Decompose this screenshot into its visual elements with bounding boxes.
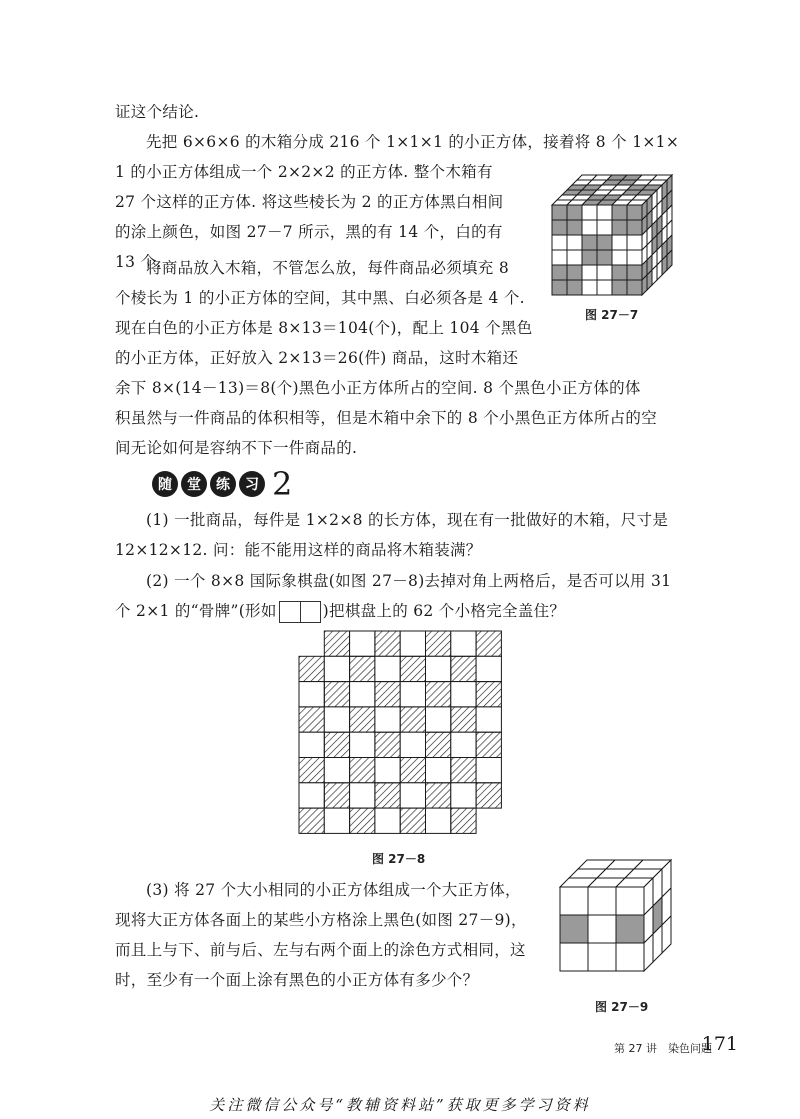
- front-cell: [567, 205, 582, 220]
- board-square: [400, 631, 425, 656]
- board-square: [451, 682, 476, 707]
- front-cell: [567, 280, 582, 295]
- front-cell: [582, 235, 597, 250]
- front-cell: [627, 235, 642, 250]
- board-square: [350, 758, 375, 783]
- board-square: [426, 682, 451, 707]
- board-square: [324, 631, 349, 656]
- board-square: [324, 682, 349, 707]
- board-square: [299, 808, 324, 833]
- front-cell: [612, 250, 627, 265]
- front-cell: [552, 280, 567, 295]
- front-cell: [627, 220, 642, 235]
- front-cell: [567, 250, 582, 265]
- text-line: 将商品放入木箱，不管怎么放，每件商品必须填充 8: [146, 259, 509, 277]
- front-cell: [567, 220, 582, 235]
- board-square: [299, 682, 324, 707]
- front-cell: [552, 205, 567, 220]
- board-square: [400, 808, 425, 833]
- text-line: 的涂上颜色，如图 27－7 所示，黑的有 14 个，白的有: [115, 223, 503, 241]
- board-square: [324, 808, 349, 833]
- front-cell: [612, 220, 627, 235]
- figure-27-7-caption: 图 27－7: [585, 308, 639, 322]
- board-square: [299, 758, 324, 783]
- board-square: [400, 682, 425, 707]
- board-square: [375, 707, 400, 732]
- board-square: [299, 656, 324, 681]
- board-square: [476, 758, 501, 783]
- front-cell: [616, 915, 644, 943]
- front-cell: [597, 280, 612, 295]
- board-square: [350, 631, 375, 656]
- front-cell: [612, 205, 627, 220]
- board-square: [350, 656, 375, 681]
- front-cell: [616, 943, 644, 971]
- figure-27-7-cube: [548, 165, 678, 300]
- front-cell: [627, 205, 642, 220]
- text-line: 个棱长为 1 的小正方体的空间，其中黑、白必须各是 4 个.: [115, 289, 525, 307]
- text-line: 现在白色的小正方体是 8×13＝104(个)，配上 104 个黑色: [115, 319, 533, 337]
- board-square: [426, 758, 451, 783]
- board-square: [400, 707, 425, 732]
- front-cell: [616, 887, 644, 915]
- chessboard-grid: [299, 631, 501, 833]
- front-cell: [588, 915, 616, 943]
- board-square: [426, 656, 451, 681]
- front-cell: [552, 235, 567, 250]
- board-square: [299, 707, 324, 732]
- front-cell: [560, 887, 588, 915]
- board-square: [299, 732, 324, 757]
- text-line: 余下 8×(14－13)＝8(个)黑色小正方体所占的空间. 8 个黑色小正方体的体: [115, 379, 641, 397]
- front-cell: [627, 265, 642, 280]
- text-line: [115, 596, 671, 626]
- front-cell: [597, 250, 612, 265]
- figure-27-8-caption: 图 27－8: [372, 852, 426, 866]
- board-square: [451, 808, 476, 833]
- front-cell: [567, 265, 582, 280]
- exercise-title-char: 随: [152, 471, 178, 497]
- text-segment: 个 2×1 的“骨牌”(形如: [115, 602, 277, 620]
- board-square: [350, 682, 375, 707]
- board-square: [400, 758, 425, 783]
- text-line: 间无论如何是容纳不下一件商品的.: [115, 439, 358, 457]
- text-line: 12×12×12. 问：能不能用这样的商品将木箱装满？: [115, 541, 482, 559]
- paragraph-conclusion: [115, 97, 199, 127]
- board-square: [451, 707, 476, 732]
- domino-shape: [279, 601, 321, 623]
- front-cell: [588, 943, 616, 971]
- footer-notice: 关注微信公众号“教辅资料站”获取更多学习资料: [209, 1096, 591, 1114]
- front-cell: [597, 205, 612, 220]
- board-square: [324, 707, 349, 732]
- figure-27-9-caption: 图 27－9: [595, 1000, 649, 1014]
- front-cell: [560, 915, 588, 943]
- board-square: [400, 732, 425, 757]
- figure-27-8-chessboard: [298, 630, 503, 835]
- board-square: [451, 758, 476, 783]
- chapter-label: 第 27 讲 染色问题: [614, 1042, 712, 1055]
- board-square: [426, 732, 451, 757]
- text-line: (2) 一个 8×8 国际象棋盘(如图 27－8)去掉对角上两格后，是否可以用 31: [146, 572, 672, 590]
- exercise-number: 2: [272, 465, 293, 503]
- question-3: [115, 875, 527, 995]
- text-line: 证这个结论.: [115, 103, 200, 121]
- board-square: [375, 631, 400, 656]
- board-square: [375, 656, 400, 681]
- exercise-title-char: 习: [239, 471, 265, 497]
- question-2: [115, 566, 671, 626]
- board-square: [375, 808, 400, 833]
- front-cell: [582, 205, 597, 220]
- board-square: [324, 758, 349, 783]
- board-square: [375, 758, 400, 783]
- board-square: [375, 682, 400, 707]
- board-square: [350, 783, 375, 808]
- board-square: [451, 631, 476, 656]
- board-square: [451, 783, 476, 808]
- board-square: [299, 783, 324, 808]
- board-square: [350, 707, 375, 732]
- exercise-header: [152, 464, 292, 504]
- text-line: 时，至少有一个面上涂有黑色的小正方体有多少个？: [115, 971, 479, 989]
- board-square: [476, 707, 501, 732]
- board-square: [350, 732, 375, 757]
- front-cell: [582, 265, 597, 280]
- figure-27-9-cube: [556, 855, 674, 977]
- text-line: 而且上与下、前与后、左与右两个面上的涂色方式相同，这: [115, 941, 526, 959]
- front-cell: [582, 280, 597, 295]
- text-line: 积虽然与一件商品的体积相等，但是木箱中余下的 8 个小黑色正方体所占的空: [115, 409, 658, 427]
- text-segment: )把棋盘上的 62 个小格完全盖住？: [322, 602, 566, 620]
- front-cell: [612, 235, 627, 250]
- board-square: [324, 783, 349, 808]
- front-cell: [582, 250, 597, 265]
- front-cell: [552, 250, 567, 265]
- question-1: [115, 505, 668, 565]
- board-square: [375, 732, 400, 757]
- board-square: [451, 656, 476, 681]
- front-cell: [552, 220, 567, 235]
- board-square: [476, 732, 501, 757]
- front-cell: [582, 220, 597, 235]
- board-square: [476, 656, 501, 681]
- text-line: (3) 将 27 个大小相同的小正方体组成一个大正方体，: [146, 881, 521, 899]
- front-cell: [597, 235, 612, 250]
- text-line: 先把 6×6×6 的木箱分成 216 个 1×1×1 的小正方体，接着将 8 个 1×1×: [146, 133, 680, 151]
- board-square: [426, 631, 451, 656]
- front-cell: [612, 265, 627, 280]
- text-line: 现将大正方体各面上的某些小方格涂上黑色(如图 27－9)，: [115, 911, 527, 929]
- board-square: [400, 656, 425, 681]
- board-square: [324, 732, 349, 757]
- board-square: [350, 808, 375, 833]
- board-square: [476, 682, 501, 707]
- cube-front-face: [552, 205, 642, 295]
- text-line: 27 个这样的正方体. 将这些棱长为 2 的正方体黑白相间: [115, 193, 504, 211]
- board-square: [426, 808, 451, 833]
- text-line: 1 的小正方体组成一个 2×2×2 的正方体. 整个木箱有: [115, 163, 493, 181]
- board-square: [426, 783, 451, 808]
- board-square: [324, 656, 349, 681]
- exercise-title-char: 堂: [181, 471, 207, 497]
- board-square: [451, 732, 476, 757]
- front-cell: [597, 265, 612, 280]
- board-square: [426, 707, 451, 732]
- front-cell: [612, 280, 627, 295]
- text-line: (1) 一批商品，每件是 1×2×8 的长方体，现在有一批做好的木箱，尺寸是: [146, 511, 669, 529]
- front-cell: [588, 887, 616, 915]
- board-square: [400, 783, 425, 808]
- exercise-title-char: 练: [210, 471, 236, 497]
- board-square: [476, 631, 501, 656]
- front-cell: [567, 235, 582, 250]
- text-line: 13 个.: [115, 253, 162, 271]
- page-number: 171: [701, 1033, 738, 1055]
- front-cell: [597, 220, 612, 235]
- board-square: [375, 783, 400, 808]
- board-square: [476, 783, 501, 808]
- front-cell: [560, 943, 588, 971]
- front-cell: [627, 280, 642, 295]
- front-cell: [627, 250, 642, 265]
- front-cell: [552, 265, 567, 280]
- cube-front-face: [560, 887, 644, 971]
- text-line: 的小正方体，正好放入 2×13＝26(件) 商品，这时木箱还: [115, 349, 519, 367]
